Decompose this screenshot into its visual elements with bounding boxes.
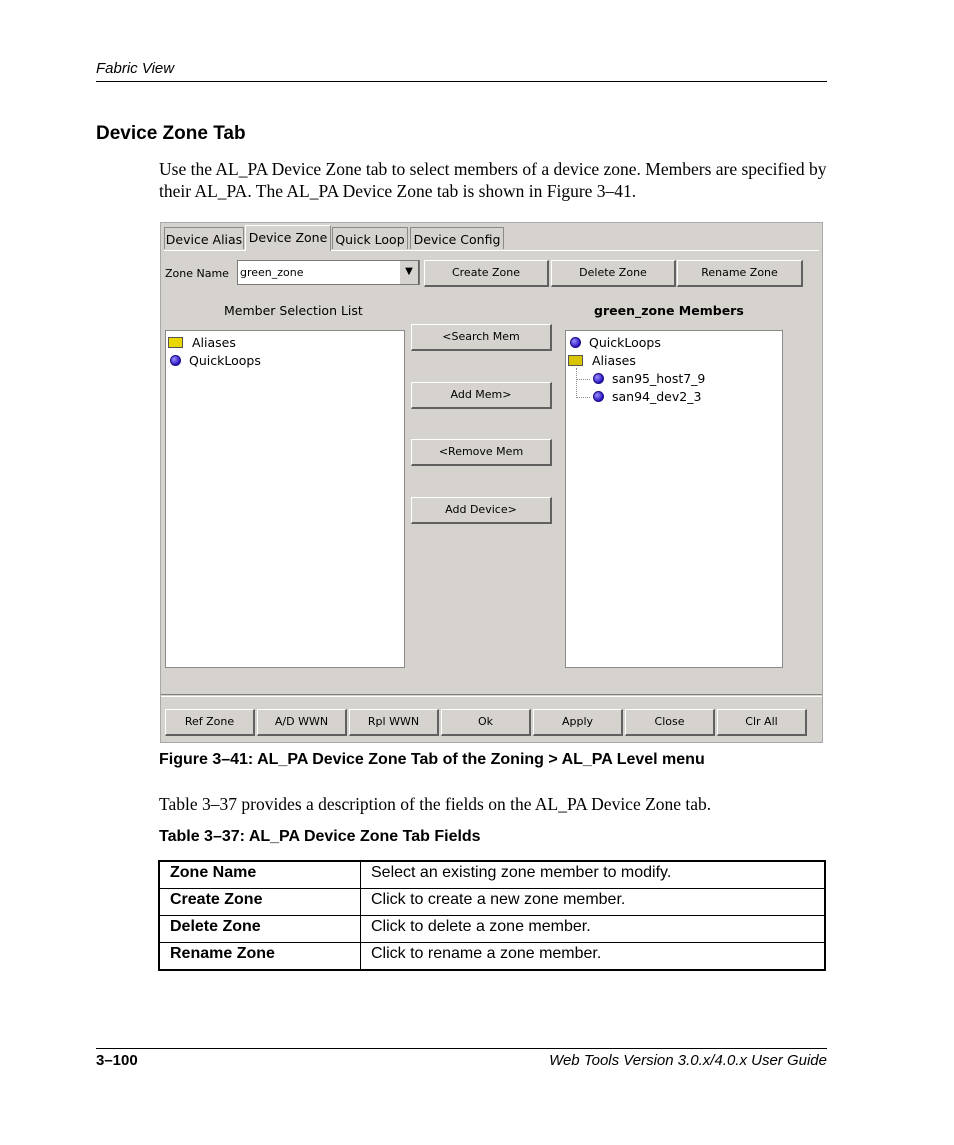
add-mem-button[interactable]: Add Mem>: [411, 382, 552, 409]
clr-all-button[interactable]: Clr All: [717, 709, 807, 736]
rename-zone-button[interactable]: Rename Zone: [677, 260, 803, 287]
field-name: Rename Zone: [159, 943, 361, 971]
list-item-aliases[interactable]: Aliases: [168, 334, 236, 352]
zone-name-value: green_zone: [240, 266, 304, 279]
table-intro: Table 3–37 provides a description of the fields on the AL_PA Device Zone tab.: [159, 794, 712, 814]
table-caption: Table 3–37: AL_PA Device Zone Tab Fields: [159, 828, 481, 845]
member-selection-list[interactable]: [165, 330, 405, 668]
create-zone-button[interactable]: Create Zone: [424, 260, 549, 287]
purple-dot-icon: [570, 337, 581, 348]
tree-item-san95[interactable]: san95_host7_9: [593, 370, 705, 388]
tree-item-san94[interactable]: san94_dev2_3: [593, 388, 701, 406]
remove-mem-button[interactable]: <Remove Mem: [411, 439, 552, 466]
section-heading: Device Zone Tab: [96, 123, 246, 144]
page-number: 3–100: [96, 1052, 138, 1069]
tab-device-alias[interactable]: Device Alias: [164, 227, 244, 249]
ref-zone-button[interactable]: Ref Zone: [165, 709, 255, 736]
add-device-button[interactable]: Add Device>: [411, 497, 552, 524]
apply-button[interactable]: Apply: [533, 709, 623, 736]
tree-connector: [576, 397, 590, 399]
search-mem-button[interactable]: <Search Mem: [411, 324, 552, 351]
chevron-down-icon[interactable]: ▼: [399, 261, 419, 284]
table-row: [159, 943, 825, 971]
ad-wwn-button[interactable]: A/D WWN: [257, 709, 347, 736]
zone-name-select[interactable]: [237, 260, 420, 285]
list-item-quickloops[interactable]: QuickLoops: [170, 352, 261, 370]
tree-item-aliases[interactable]: Aliases: [568, 352, 636, 370]
footer-doc-title: Web Tools Version 3.0.x/4.0.x User Guide: [549, 1052, 827, 1069]
field-description: Select an existing zone member to modify.: [361, 861, 826, 889]
device-zone-screenshot: [160, 222, 823, 743]
field-name: Zone Name: [159, 861, 361, 889]
field-description: Click to create a new zone member.: [361, 889, 826, 916]
table-row: [159, 889, 825, 916]
member-selection-title: Member Selection List: [224, 303, 363, 318]
zone-members-title: green_zone Members: [594, 303, 744, 318]
purple-dot-icon: [593, 373, 604, 384]
figure-caption: Figure 3–41: AL_PA Device Zone Tab of the Zoning > AL_PA Level menu: [159, 751, 705, 768]
tree-connector: [576, 368, 578, 398]
field-description: Click to rename a zone member.: [361, 943, 826, 971]
field-name: Delete Zone: [159, 916, 361, 943]
folder-icon: [168, 337, 183, 348]
table-row: [159, 861, 825, 889]
field-name: Create Zone: [159, 889, 361, 916]
purple-dot-icon: [170, 355, 181, 366]
zone-members-list[interactable]: [565, 330, 783, 668]
tab-device-config[interactable]: Device Config: [410, 227, 504, 249]
header-rule: [96, 81, 827, 82]
folder-open-icon: [568, 355, 583, 366]
ok-button[interactable]: Ok: [441, 709, 531, 736]
zone-name-label: Zone Name: [165, 267, 229, 280]
delete-zone-button[interactable]: Delete Zone: [551, 260, 676, 287]
bottom-separator: [161, 694, 822, 697]
footer-rule: [96, 1048, 827, 1049]
purple-dot-icon: [593, 391, 604, 402]
running-header: Fabric View: [96, 60, 175, 77]
field-description: Click to delete a zone member.: [361, 916, 826, 943]
tab-quick-loop[interactable]: Quick Loop: [332, 227, 408, 249]
close-button[interactable]: Close: [625, 709, 715, 736]
tree-item-quickloops[interactable]: QuickLoops: [570, 334, 661, 352]
fields-table: [158, 860, 826, 971]
rpl-wwn-button[interactable]: Rpl WWN: [349, 709, 439, 736]
table-row: [159, 916, 825, 943]
tab-device-zone[interactable]: Device Zone: [245, 225, 331, 251]
tree-connector: [576, 379, 590, 381]
intro-paragraph: Use the AL_PA Device Zone tab to select members of a device zone. Members are specified by their AL_PA. The AL_PA Device Zone tab is shown in Figure 3–41.: [159, 159, 827, 201]
